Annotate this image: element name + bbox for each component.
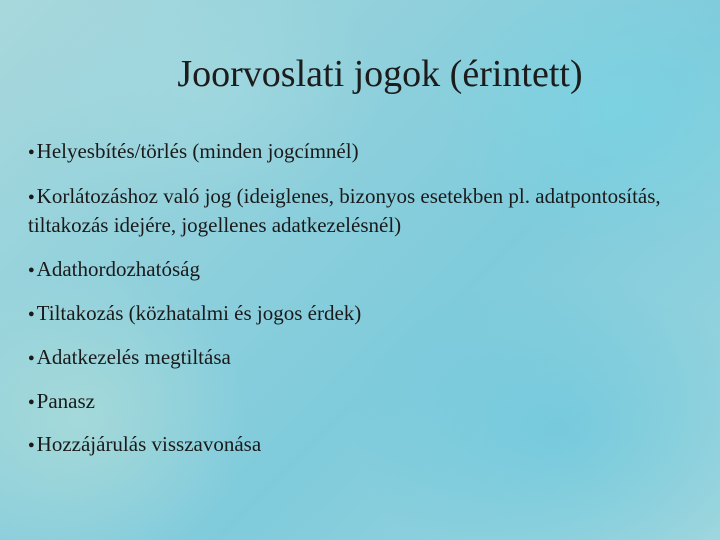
bullet-icon: ●	[28, 351, 35, 364]
list-item	[28, 388, 95, 417]
bullet-icon: ●	[28, 190, 35, 203]
list-item-text: Korlátozáshoz való jog (ideiglenes, bizonyos esetekben pl. adatpontosítás, tiltakozás idejére, jogellenes adatkezelésnél)	[28, 184, 661, 237]
list-item	[28, 300, 361, 329]
bullet-icon: ●	[28, 395, 35, 408]
list-item-text: Tiltakozás (közhatalmi és jogos érdek)	[36, 301, 362, 325]
list-item	[28, 138, 359, 167]
bullet-icon: ●	[28, 145, 35, 158]
bullet-icon: ●	[28, 263, 35, 276]
list-item-text: Adatkezelés megtiltása	[36, 345, 231, 369]
list-item	[28, 256, 200, 285]
list-item	[28, 183, 688, 239]
bullet-icon: ●	[28, 438, 35, 451]
list-item-text: Panasz	[36, 389, 95, 413]
slide-title: Joorvoslati jogok (érintett)	[177, 53, 583, 95]
list-item-text: Adathordozhatóság	[36, 257, 200, 281]
list-item-text: Helyesbítés/törlés (minden jogcímnél)	[36, 139, 359, 163]
list-item	[28, 344, 231, 373]
bullet-icon: ●	[28, 307, 35, 320]
list-item-text: Hozzájárulás visszavonása	[36, 432, 262, 456]
list-item	[28, 431, 261, 460]
